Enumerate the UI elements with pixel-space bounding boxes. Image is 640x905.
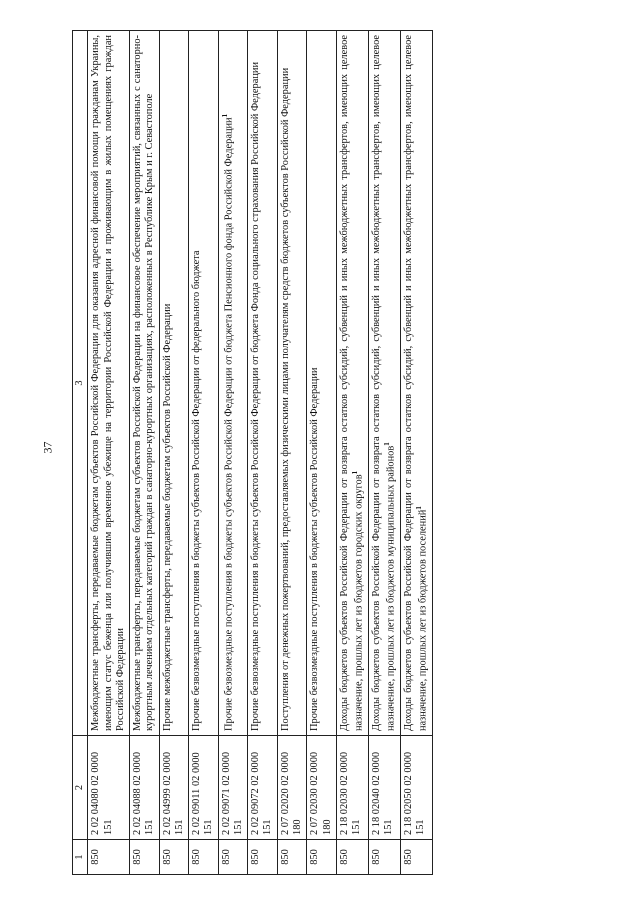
description-text: Прочие безвозмездные поступления в бюджеты субъектов Российской Федерации (309, 367, 321, 731)
admin-code-cell: 850 (189, 840, 219, 875)
header-col-3: 3 (73, 31, 88, 736)
description-text: Прочие межбюджетные трансферты, передаваемые бюджетам субъектов Российской Федерации (161, 303, 173, 731)
description-cell (307, 31, 337, 736)
table-row (159, 31, 189, 875)
description-text: Доходы бюджетов субъектов Российской Федерации от возврата остатков субсидий, субвенций и иных межбюджетных трансфертов, имеющих целевое назначение, прошлых лет из бюджетов поселений (402, 35, 429, 731)
revenue-code-cell: 2 02 09011 02 0000 151 (189, 736, 219, 840)
description-text: Межбюджетные трансферты, передаваемые бюджетам субъектов Российской Федерации на финансовое обеспечение мероприятий, связанных с санаторно-курортным лечением отдельных категорий граждан в санаторно-курортных организациях, расположенных в Республике Крым и г. Севастополе (132, 35, 156, 731)
description-text: Прочие безвозмездные поступления в бюджеты субъектов Российской Федерации от бюджета Пенсионного фонда Российской Федерации (223, 117, 235, 731)
admin-code-cell: 850 (400, 840, 432, 875)
description-cell (336, 31, 368, 736)
description-cell (368, 31, 400, 736)
description-text: Прочие безвозмездные поступления в бюджеты субъектов Российской Федерации от федерального бюджета (191, 250, 203, 731)
table-header-row (73, 31, 88, 875)
description-cell (218, 31, 248, 736)
revenue-code-cell: 2 02 09072 02 0000 151 (248, 736, 278, 840)
revenue-code-cell: 2 02 04999 02 0000 151 (159, 736, 189, 840)
table-row (277, 31, 307, 875)
revenue-code-cell: 2 02 04088 02 0000 151 (130, 736, 160, 840)
revenue-code-cell: 2 18 02050 02 0000 151 (400, 736, 432, 840)
description-text: Доходы бюджетов субъектов Российской Федерации от возврата остатков субсидий, субвенций и иных межбюджетных трансфертов, имеющих целевое назначение, прошлых лет из бюджетов муниципальных районов (370, 35, 397, 731)
table-row (130, 31, 160, 875)
page-number: 37 (40, 441, 55, 454)
description-text: Поступления от денежных пожертвований, предоставляемых физическими лицами получателям средств бюджетов субъектов Российской Федерации (279, 67, 291, 731)
description-cell (88, 31, 130, 736)
revenue-code-cell: 2 07 02030 02 0000 180 (307, 736, 337, 840)
table-row (336, 31, 368, 875)
revenue-code-cell: 2 18 02040 02 0000 151 (368, 736, 400, 840)
footnote-marker: 1 (220, 113, 229, 118)
description-cell (189, 31, 219, 736)
revenue-code-cell: 2 02 04080 02 0000 151 (88, 736, 130, 840)
table-row (368, 31, 400, 875)
table-row (218, 31, 248, 875)
footnote-marker: 1 (351, 470, 360, 475)
revenue-table (72, 30, 433, 875)
admin-code-cell: 850 (248, 840, 278, 875)
description-text: Прочие безвозмездные поступления в бюджеты субъектов Российской Федерации от бюджета Фонда социального страхования Российской Федерации (250, 61, 262, 731)
table-row (189, 31, 219, 875)
footnote-marker: 1 (415, 506, 424, 510)
description-cell (400, 31, 432, 736)
description-cell (130, 31, 160, 736)
admin-code-cell: 850 (368, 840, 400, 875)
table-row (248, 31, 278, 875)
admin-code-cell: 850 (307, 840, 337, 875)
revenue-code-cell: 2 02 09071 02 0000 151 (218, 736, 248, 840)
description-cell (277, 31, 307, 736)
admin-code-cell: 850 (159, 840, 189, 875)
header-col-2: 2 (73, 736, 88, 840)
rotated-page (72, 30, 527, 875)
admin-code-cell: 850 (130, 840, 160, 875)
revenue-code-cell: 2 07 02020 02 0000 180 (277, 736, 307, 840)
footnote-marker: 1 (383, 442, 392, 446)
admin-code-cell: 850 (277, 840, 307, 875)
header-col-1: 1 (73, 840, 88, 875)
table-row (307, 31, 337, 875)
description-text: Доходы бюджетов субъектов Российской Федерации от возврата остатков субсидий, субвенций и иных межбюджетных трансфертов, имеющих целевое назначение, прошлых лет из бюджетов городских округов (338, 35, 365, 731)
revenue-code-cell: 2 18 02030 02 0000 151 (336, 736, 368, 840)
admin-code-cell: 850 (336, 840, 368, 875)
description-cell (159, 31, 189, 736)
table-row (88, 31, 130, 875)
description-text: Межбюджетные трансферты, передаваемые бюджетам субъектов Российской Федерации для оказания адресной финансовой помощи гражданам Украины, имеющим статус беженца или получившим временное убежище на территории Российской Федерации и проживающим в жилых помещениях граждан Российской Федерации (90, 35, 126, 731)
admin-code-cell: 850 (88, 840, 130, 875)
admin-code-cell: 850 (218, 840, 248, 875)
table-body (88, 31, 433, 875)
description-cell (248, 31, 278, 736)
table-row (400, 31, 432, 875)
